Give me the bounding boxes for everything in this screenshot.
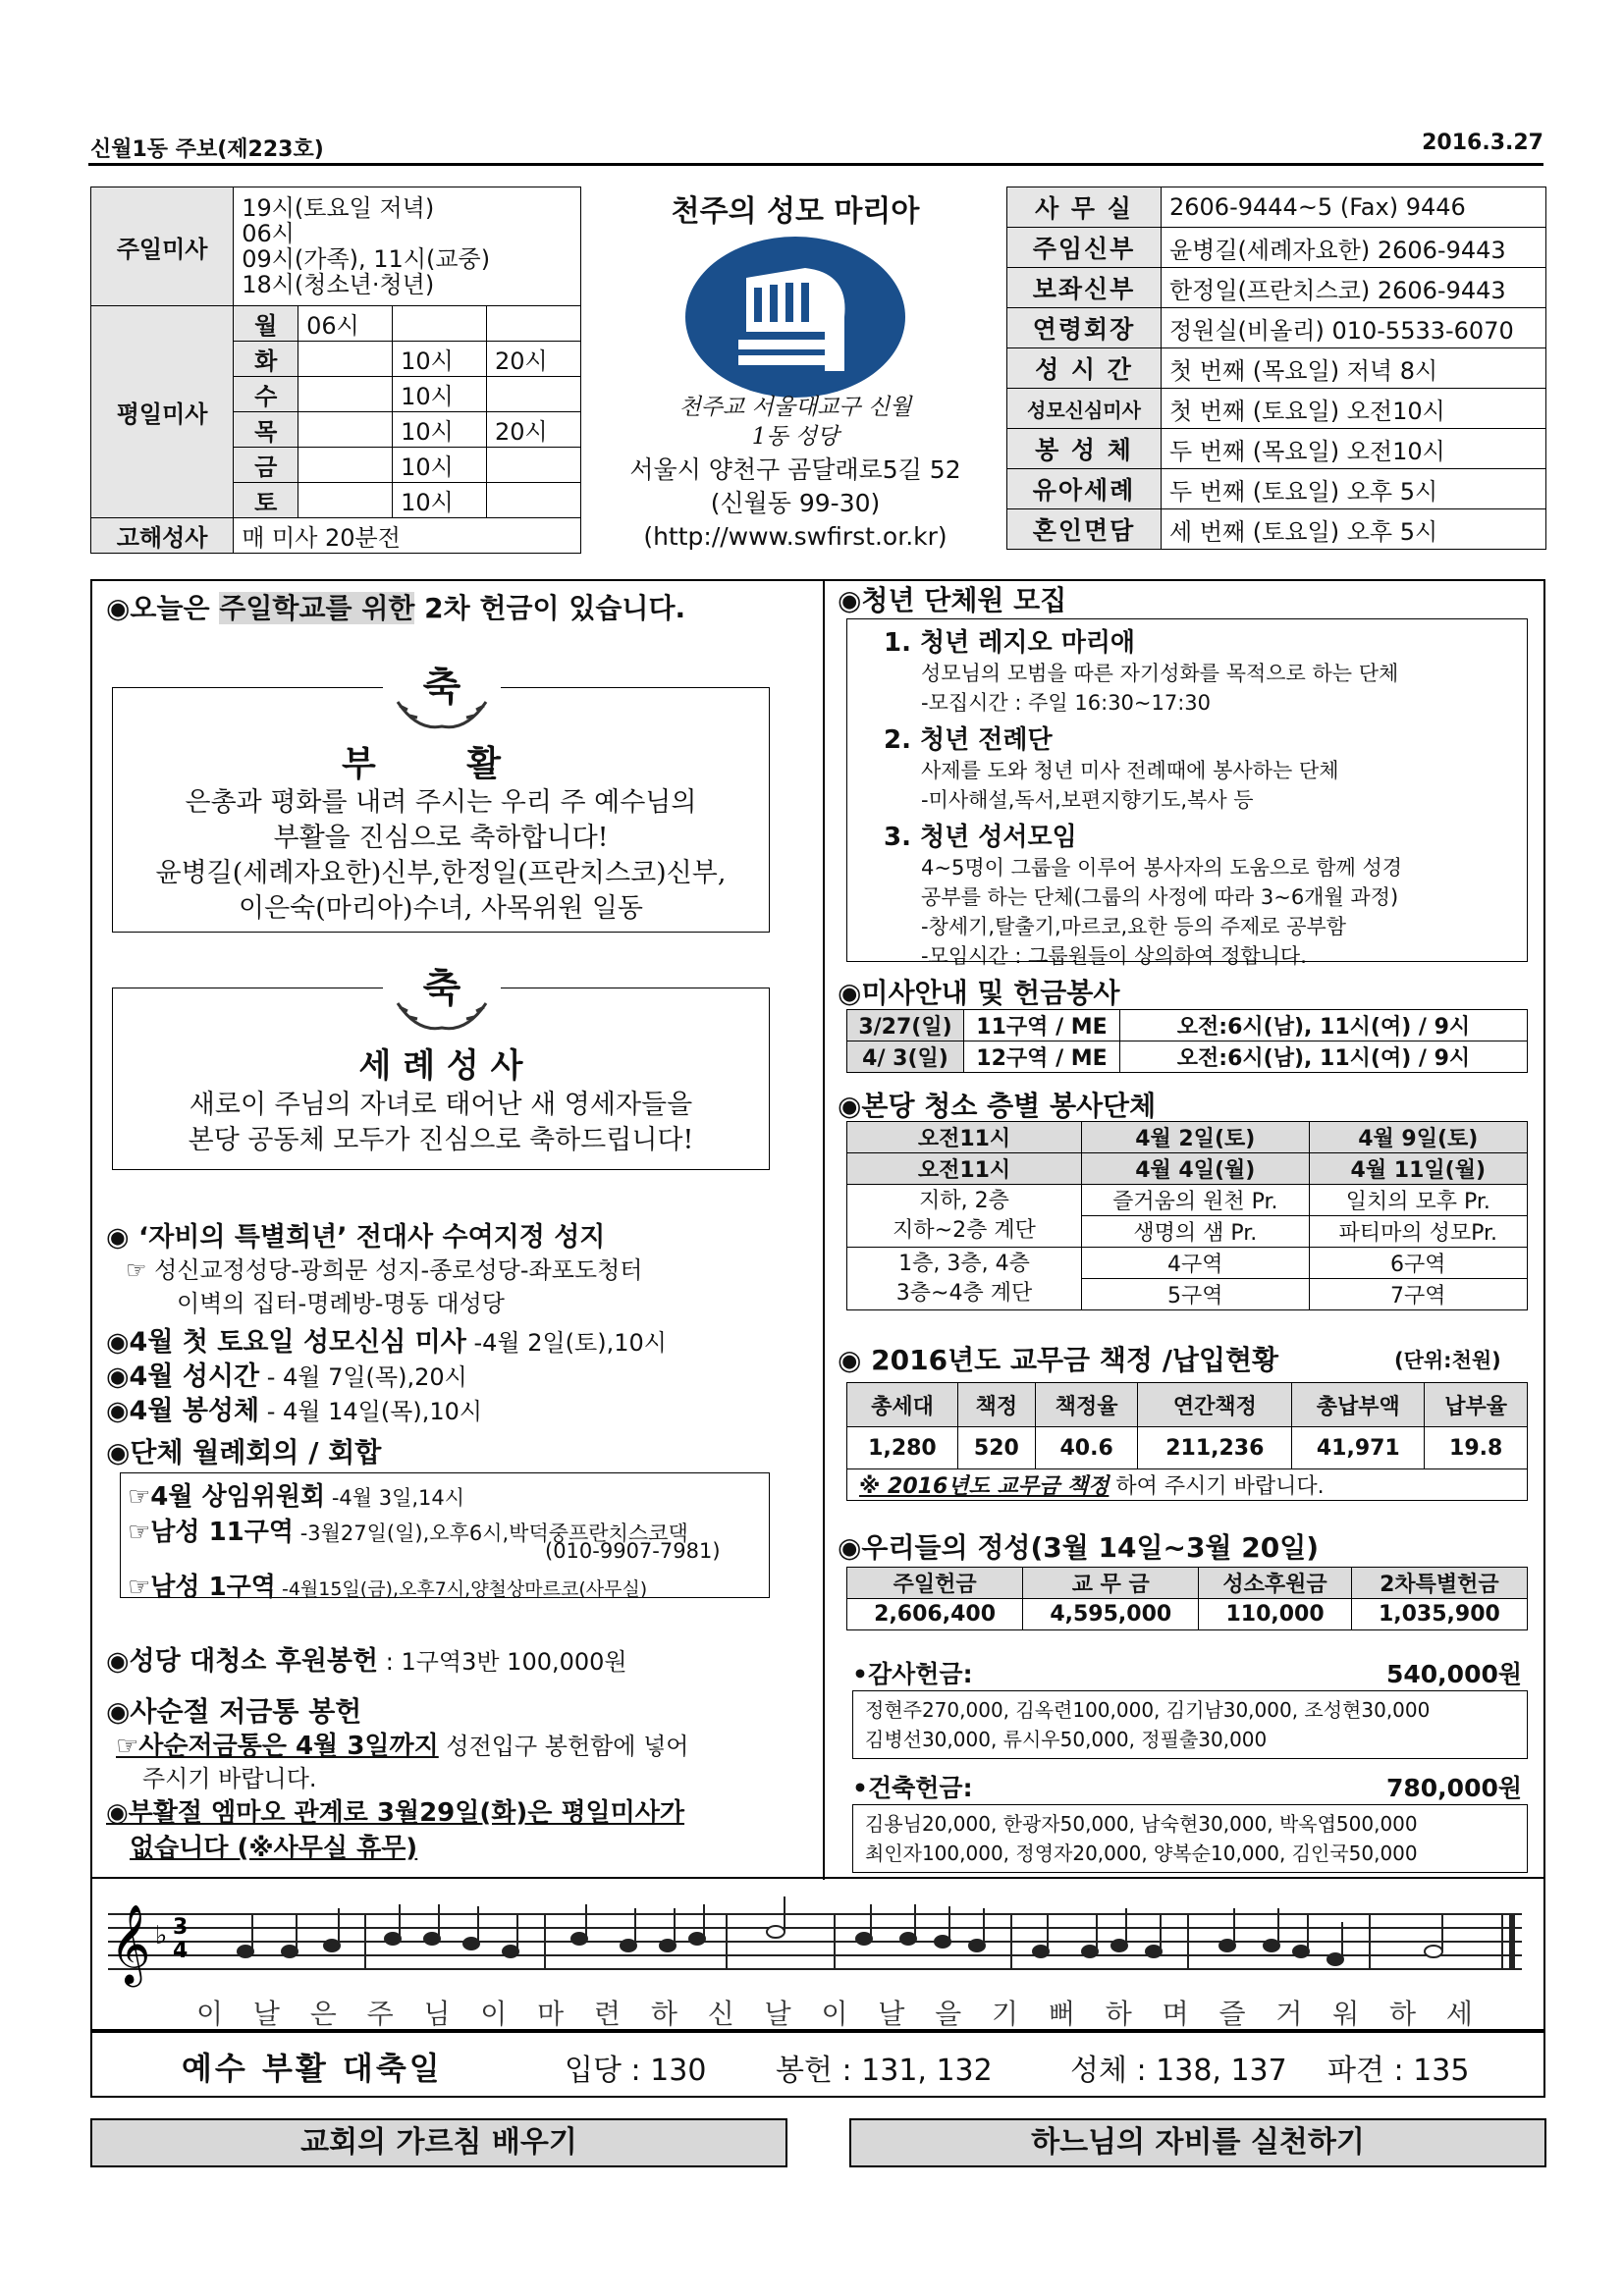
laurel-icon bbox=[388, 692, 496, 731]
youth-item-head: 1. 청년 레지오 마리애 bbox=[884, 628, 1136, 658]
emmaus-notice-line-2: 없습니다 (※사무실 휴무) bbox=[130, 1834, 418, 1863]
office-value: 2606-9444~5 (Fax) 9446 bbox=[1162, 187, 1546, 228]
celebration-mark-easter: 축 bbox=[383, 656, 501, 719]
weekday-day: 월 bbox=[234, 306, 298, 342]
hymn-lyrics: 이 날 은 주 님 이 마 련 하 신 날 이 날 을 기 뻐 하 며 즐 거 워 하 세 bbox=[196, 1998, 1473, 2030]
sunday-mass-label: 주일미사 bbox=[91, 187, 234, 306]
thanks-offering-total: 540,000원 bbox=[1386, 1660, 1523, 1688]
svg-text:𝄞: 𝄞 bbox=[110, 1903, 151, 1984]
meeting-men-11-phone: (010-9907-7981) bbox=[545, 1539, 721, 1563]
celebration-mark-baptism: 축 bbox=[383, 957, 501, 1020]
office-label: 성모신심미사 bbox=[1007, 389, 1162, 429]
easter-message: 은총과 평화를 내려 주시는 우리 주 예수님의 부활을 진심으로 축하합니다! 윤병길(세례자요한)신부,한정일(프란치스코)신부, 이은숙(마리아)수녀, 사목위원 일동 bbox=[155, 787, 727, 924]
office-label: 보좌신부 bbox=[1007, 268, 1162, 308]
church-handwritten-name: 천주교 서울대교구 신월1동 성당 bbox=[678, 395, 912, 450]
church-dues-note: ※ 2016년도 교무금 책정 하여 주시기 바랍니다. bbox=[847, 1469, 1528, 1501]
church-logo bbox=[677, 234, 913, 405]
youth-item-head: 2. 청년 전례단 bbox=[884, 725, 1053, 755]
sunday-mass-times: 19시(토요일 저녁) 06시 09시(가족), 11시(교중) 18시(청소년·청년) bbox=[234, 187, 581, 306]
office-value: 정원실(비올리) 010-5533-6070 bbox=[1162, 308, 1546, 348]
office-value: 두 번째 (목요일) 오전10시 bbox=[1162, 429, 1546, 469]
easter-title: 부 활 bbox=[341, 743, 541, 784]
bulletin-date: 2016.3.27 bbox=[1422, 131, 1543, 155]
header-divider bbox=[88, 163, 1543, 166]
meeting-men-1: ☞남성 1구역 -4월15일(금),오후7시,양철상마르코(사무실) bbox=[128, 1573, 648, 1602]
confession-label: 고해성사 bbox=[91, 518, 234, 554]
weekday-day: 토 bbox=[234, 483, 298, 518]
office-label: 사 무 실 bbox=[1007, 187, 1162, 228]
first-saturday-mass: ◉4월 첫 토요일 성모신심 미사 -4월 2일(토),10시 bbox=[106, 1327, 667, 1358]
offerings-table: 주일헌금 교 무 금 성소후원금 2차특별헌금 2,606,400 4,595,000 110,000 1,035,900 bbox=[846, 1567, 1528, 1630]
thanks-offering-label: •감사헌금: bbox=[852, 1660, 973, 1688]
jubilee-line-2: 이벽의 집터-명례방-명동 대성당 bbox=[177, 1290, 505, 1317]
floor-cleaning-title: ◉본당 청소 층별 봉사단체 bbox=[838, 1090, 1157, 1122]
laurel-icon bbox=[388, 993, 496, 1033]
office-label: 혼인면담 bbox=[1007, 509, 1162, 550]
meeting-men-11: ☞남성 11구역 -3월27일(일),오후6시,박덕중프란치스코댁 bbox=[128, 1518, 688, 1547]
hymn-staff bbox=[108, 1895, 1532, 2002]
church-dues-unit: (단위:천원) bbox=[1394, 1349, 1501, 1372]
feast-name: 예수 부활 대축일 bbox=[182, 2050, 443, 2087]
office-label: 성 시 간 bbox=[1007, 348, 1162, 389]
youth-recruit-title: ◉청년 단체원 모집 bbox=[838, 584, 1067, 616]
svg-text:3: 3 bbox=[173, 1915, 189, 1940]
baptism-title: 세 례 성 사 bbox=[358, 1046, 523, 1086]
office-value: 첫 번째 (목요일) 저녁 8시 bbox=[1162, 348, 1546, 389]
baptism-message: 새로이 주님의 자녀로 태어난 새 영세자들을 본당 공동체 모두가 진심으로 축하드립니다! bbox=[188, 1090, 694, 1155]
emmaus-notice-line-1: ◉부활절 엠마오 관계로 3월29일(화)은 평일미사가 bbox=[106, 1798, 685, 1828]
building-offering-label: •건축헌금: bbox=[852, 1774, 973, 1802]
church-address: 서울시 양천구 곰달래로5길 52 (신월동 99-30) (http://www.swfirst.or.kr) bbox=[629, 455, 961, 551]
office-label: 연령회장 bbox=[1007, 308, 1162, 348]
home-communion: ◉4월 봉성체 - 4월 14일(목),10시 bbox=[106, 1396, 483, 1426]
weekday-mass-label: 평일미사 bbox=[91, 306, 234, 518]
weekday-day: 화 bbox=[234, 342, 298, 377]
office-value: 윤병길(세례자요한) 2606-9443 bbox=[1162, 228, 1546, 268]
meetings-title: ◉단체 월례회의 / 회합 bbox=[106, 1436, 382, 1468]
office-value: 첫 번째 (토요일) 오전10시 bbox=[1162, 389, 1546, 429]
hymn-offertory: 봉헌 : 131, 132 bbox=[776, 2054, 993, 2088]
jubilee-line-1: ☞ 성신교정성당-광희문 성지-종로성당-좌포도청터 bbox=[126, 1256, 643, 1284]
offerings-title: ◉우리들의 정성(3월 14일~3월 20일) bbox=[838, 1531, 1320, 1564]
holy-hour: ◉4월 성시간 - 4월 7일(목),20시 bbox=[106, 1362, 467, 1392]
church-dues-table: 총세대 책정 책정율 연간책정 총납부액 납부율 1,280 520 40.6 211,236 41,971 19.8 ※ 2016년도 교무금 책정 하여 주시기 바랍니다. bbox=[846, 1382, 1528, 1501]
hymn-entrance: 입당 : 130 bbox=[565, 2054, 707, 2088]
mass-schedule-table: 주일미사 19시(토요일 저녁) 06시 09시(가족), 11시(교중) 18시(청소년·청년) 평일미사 월 06시 화 10시 20시 수 10시 목 10시 20시 금 10시 토 10시 고해성사 매 미사 20분전 bbox=[90, 187, 581, 554]
weekday-day: 수 bbox=[234, 377, 298, 412]
meeting-standing-committee: ☞4월 상임위원회 -4월 3일,14시 bbox=[128, 1482, 465, 1512]
lent-box-line-1: ☞사순저금통은 4월 3일까지 성전입구 봉헌함에 넣어 bbox=[116, 1732, 689, 1761]
building-offering-total: 780,000원 bbox=[1386, 1774, 1523, 1802]
office-info-table bbox=[1006, 187, 1546, 550]
jubilee-title: ◉ ‘자비의 특별희년’ 전대사 수여지정 성지 bbox=[106, 1222, 606, 1253]
floor-cleaning-table: 오전11시 4월 2일(토) 4월 9일(토) 오전11시 4월 4일(월) 4월 11일(월) 지하, 2층 지하~2층 계단 즐거움의 원천 Pr. 일치의 모후 Pr. 생명의 샘 Pr. 파티마의 성모Pr. 1층, 3층, 4층 3층~4층 계단 4구역 6구역 5구역 7구역 bbox=[846, 1121, 1528, 1310]
footer-right-heading: 하느님의 자비를 실천하기 bbox=[849, 2118, 1546, 2167]
office-value: 세 번째 (토요일) 오후 5시 bbox=[1162, 509, 1546, 550]
lent-box-title: ◉사순절 저금통 봉헌 bbox=[106, 1695, 362, 1728]
office-value: 두 번째 (토요일) 오후 5시 bbox=[1162, 469, 1546, 509]
office-label: 주임신부 bbox=[1007, 228, 1162, 268]
hymn-communion: 성체 : 138, 137 bbox=[1070, 2054, 1287, 2088]
svg-text:♭: ♭ bbox=[155, 1921, 168, 1950]
footer-left-heading: 교회의 가르침 배우기 bbox=[90, 2118, 787, 2167]
bulletin-title: 신월1동 주보(제223호) bbox=[90, 137, 324, 162]
weekday-day: 목 bbox=[234, 412, 298, 448]
cleaning-donation: ◉성당 대청소 후원봉헌 : 1구역3반 100,000원 bbox=[106, 1646, 627, 1677]
office-label: 봉 성 체 bbox=[1007, 429, 1162, 469]
confession-value: 매 미사 20분전 bbox=[234, 518, 581, 554]
church-title: 천주의 성모 마리아 bbox=[671, 194, 920, 229]
building-offering-names: 김용님20,000, 한광자50,000, 남숙현30,000, 박옥엽500,000 최인자100,000, 정영자20,000, 양복순10,000, 김인국50,000 bbox=[852, 1804, 1528, 1873]
office-value: 한정일(프란치스코) 2606-9443 bbox=[1162, 268, 1546, 308]
lent-box-line-2: 주시기 바랍니다. bbox=[142, 1765, 317, 1792]
mass-guide-title: ◉미사안내 및 헌금봉사 bbox=[838, 977, 1120, 1009]
svg-text:4: 4 bbox=[173, 1939, 189, 1963]
youth-item-head: 3. 청년 성서모임 bbox=[884, 823, 1077, 852]
mass-guide-table: 3/27(일) 11구역 / ME 오전:6시(남), 11시(여) / 9시 4/ 3(일) 12구역 / ME 오전:6시(남), 11시(여) / 9시 bbox=[846, 1009, 1528, 1073]
weekday-day: 금 bbox=[234, 448, 298, 483]
church-dues-title: ◉ 2016년도 교무금 책정 /납입현황 bbox=[838, 1344, 1279, 1376]
column-divider bbox=[823, 579, 825, 1880]
second-collection-notice: ◉오늘은 주일학교를 위한 2차 헌금이 있습니다. bbox=[106, 592, 686, 624]
office-label: 유아세례 bbox=[1007, 469, 1162, 509]
hymn-dismissal: 파견 : 135 bbox=[1327, 2054, 1470, 2088]
youth-recruit-list: 1. 청년 레지오 마리애 성모님의 모범을 따른 자기성화를 목적으로 하는 단체 -모집시간 : 주일 16:30~17:30 2. 청년 전례단 사제를 도와 청년 미사 전례때에 봉사하는 단체 -미사해설,독서,보편지향기도,복사 등 3. 청년 성서모임 4~5명이 그룹을 이루어 봉사자의 도움으로 함께 성경 공부를 하는 단체(그룹의 사정에 따라 3~6개월 과정) -창세기,탈출기,마르코,요한 등의 주제로 공부함 -모임시간 : 그룹원들이 상의하여 정합니다. bbox=[884, 622, 1402, 971]
thanks-offering-names: 정현주270,000, 김옥련100,000, 김기남30,000, 조성현30,000 김병선30,000, 류시우50,000, 정필출30,000 bbox=[852, 1690, 1528, 1759]
